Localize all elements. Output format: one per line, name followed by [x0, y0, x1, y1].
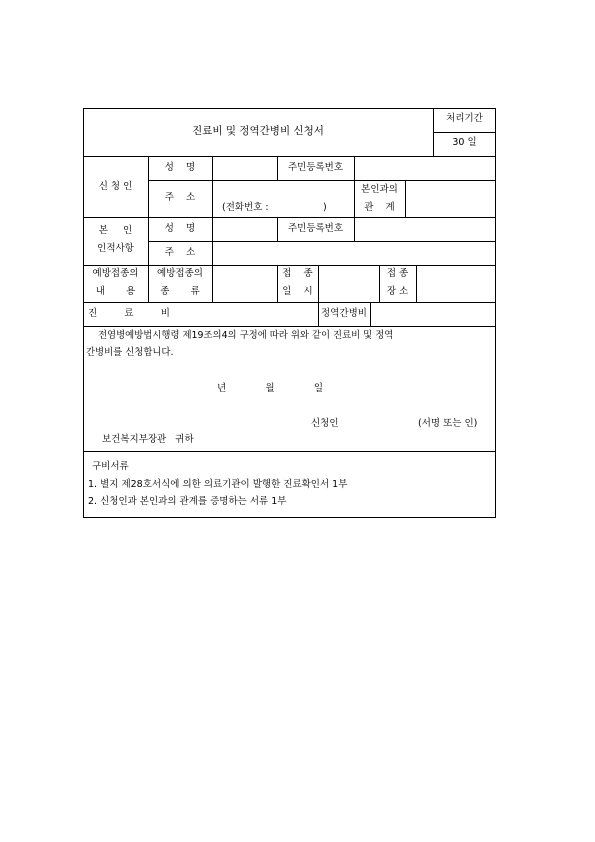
person-address-label: 주 소: [164, 247, 196, 258]
person-address-field[interactable]: [213, 242, 495, 264]
person-name-label: 성 명: [164, 223, 196, 234]
date-line: 년 월 일: [217, 383, 324, 394]
nursing-cost-field[interactable]: [371, 303, 495, 325]
medical-cost-label: 진 료 비: [88, 308, 170, 319]
relation-label: 관 계: [364, 202, 395, 213]
applicant-address-field[interactable]: [213, 181, 353, 201]
statement-text: 간병비를 신청합니다.: [86, 347, 174, 358]
signer-label: 신청인: [311, 418, 339, 429]
statement-text: 전염병예방법시행령 제19조의4의 구정에 따라 위와 같이 진료비 및 정역: [98, 330, 394, 341]
vaccination-type-label: 종 류: [160, 286, 200, 297]
divider: [83, 326, 496, 327]
divider: [433, 132, 496, 133]
signature-field[interactable]: [345, 414, 415, 432]
relation-field[interactable]: [406, 181, 495, 216]
divider: [83, 451, 496, 452]
nursing-cost-label: 정역간병비: [321, 308, 367, 319]
vaccination-date-label: 일 시: [282, 286, 313, 297]
addressee: 보건복지부장관 귀하: [102, 434, 194, 445]
vaccination-place-label: 장 소: [386, 286, 409, 297]
vaccination-date-label: 접 종: [282, 268, 313, 279]
vaccination-place-label: 접 종: [386, 268, 409, 279]
person-section-label: 본 인: [98, 225, 133, 236]
vaccination-type-field[interactable]: [213, 266, 276, 301]
relation-label: 본인과의: [361, 184, 398, 195]
documents-title: 구비서류: [92, 461, 129, 472]
processing-period-value: 30 일: [452, 137, 477, 148]
vaccination-content-label: 내 용: [95, 286, 136, 297]
signature-note: (서명 또는 인): [418, 418, 478, 429]
vaccination-place-field[interactable]: [417, 266, 495, 301]
vaccination-content-label: 예방접종의: [92, 268, 139, 279]
medical-cost-field[interactable]: [213, 303, 317, 325]
person-name-field[interactable]: [213, 218, 276, 240]
applicant-phone-label: (전화번호 : ): [222, 202, 327, 213]
document-item: 1. 별지 제28호서식에 의한 의료기관이 발행한 진료확인서 1부: [88, 479, 348, 490]
document-item: 2. 신청인과 본인과의 관계를 증명하는 서류 1부: [88, 496, 287, 507]
person-id-field[interactable]: [355, 218, 495, 240]
processing-period-label: 처리기간: [446, 113, 483, 124]
person-id-label: 주민등록번호: [287, 223, 344, 234]
form-title: 진료비 및 정역간병비 신청서: [192, 125, 324, 137]
applicant-name-label: 성 명: [164, 162, 196, 173]
person-section-label: 인적사항: [97, 243, 134, 254]
applicant-section-label: 신 청 인: [98, 181, 133, 192]
applicant-name-field[interactable]: [213, 157, 276, 179]
applicant-id-field[interactable]: [355, 157, 495, 179]
vaccination-date-field[interactable]: [319, 266, 378, 301]
applicant-id-label: 주민등록번호: [287, 162, 344, 173]
vaccination-type-label: 예방접종의: [157, 268, 203, 279]
applicant-address-label: 주 소: [164, 192, 196, 203]
